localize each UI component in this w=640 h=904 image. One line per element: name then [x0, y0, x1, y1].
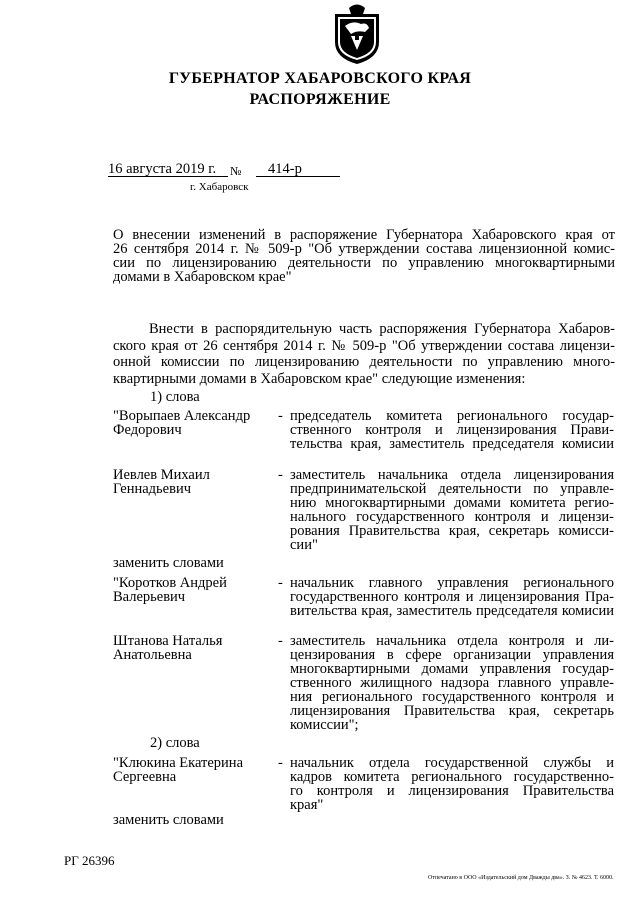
description-line: ственного жилищного надзора главного управле- [290, 675, 614, 691]
subject-line: О внесении изменений в распоряжение Губернатора Хабаровского края от [113, 227, 615, 243]
entry-name [113, 576, 278, 604]
intro-line: Внести в распорядительную часть распоряжения Губернатора Хабаров- [149, 321, 615, 337]
coat-of-arms-icon [331, 2, 383, 66]
description-line: начальник отдела государственной службы и [290, 755, 614, 771]
description-line: начальник главного управления регионального [290, 575, 614, 591]
entry-name [113, 634, 278, 662]
document-subject [113, 228, 615, 284]
description-line: нального государственного контроля и лицензи- [290, 509, 614, 525]
intro-line: онной комиссии по лицензированию деятельности по управлению много- [113, 354, 615, 370]
description-line: ственного контроля и лицензирования Прави- [290, 422, 614, 438]
entry-dash: - [278, 755, 283, 771]
name-line: Штанова Наталья [113, 633, 223, 649]
description-line: го контроля и лицензирования Правительства [290, 783, 614, 799]
document-type-title: РАСПОРЯЖЕНИЕ [249, 91, 391, 108]
number-sign: № [230, 164, 242, 178]
name-line: "Клюкина Екатерина [113, 755, 244, 771]
intro-line: квартирными домами в Хабаровском крае" следующие изменения: [113, 370, 526, 387]
description-line: края" [290, 797, 324, 813]
number-field [256, 162, 340, 177]
print-note: Отпечатано в ООО «Издательский дом Дважды два». З. № 4623. Т. 6000. [428, 875, 614, 881]
description-line: председатель комитета регионального государ- [290, 408, 614, 424]
entry-description [290, 409, 614, 451]
date-value: 16 августа 2019 г. [108, 161, 217, 177]
date-field [108, 162, 228, 177]
description-line: кадров комитета регионального государственно- [290, 769, 614, 785]
description-line: многоквартирными домами управления государ- [290, 661, 614, 677]
description-line: нию многоквартирными домами комитета регио- [290, 495, 614, 511]
name-line: Иевлев Михаил [113, 467, 210, 483]
description-line: вительства края, заместитель председателя комисии [290, 603, 614, 619]
subject-line: домами в Хабаровском крае" [113, 269, 292, 285]
entry-description [290, 468, 614, 552]
replace-label: заменить словами [113, 555, 224, 571]
item-1-label: 1) слова [150, 389, 200, 405]
entry-name [113, 468, 278, 496]
intro-line: ского края от 26 сентября 2014 г. № 509-р "Об утверждении состава лицензи- [113, 337, 615, 354]
name-line: "Коротков Андрей [113, 575, 227, 591]
entry-dash: - [278, 633, 283, 649]
description-line: государственного контроля и лицензирования Пра- [290, 589, 614, 605]
entry-name [113, 409, 278, 437]
entry-name [113, 756, 278, 784]
name-line: Валерьевич [113, 589, 186, 605]
description-line: цензирования в сфере организации управления [290, 647, 614, 663]
replace-label-2: заменить словами [113, 812, 224, 828]
entry-dash: - [278, 575, 283, 591]
description-line: заместитель начальника отдела контроля и ли- [290, 633, 614, 649]
description-line: рования Правительства края, секретарь комисси- [290, 523, 614, 539]
entry-description [290, 634, 614, 732]
series-number: РГ 26396 [64, 853, 115, 868]
description-line: тельства края, заместитель председателя комисии [290, 436, 614, 452]
entry-description [290, 576, 614, 618]
description-line: заместитель начальника отдела лицензирования [290, 467, 614, 483]
description-line: сии" [290, 537, 318, 553]
place-label: г. Хабаровск [190, 181, 249, 193]
name-line: Федорович [113, 422, 182, 438]
description-line: предпринимательской деятельности по управле- [290, 481, 614, 497]
body-intro [113, 321, 615, 387]
name-line: "Ворыпаев Александр [113, 408, 251, 424]
entry-dash: - [278, 467, 283, 483]
subject-line: 26 сентября 2014 г. № 509-р "Об утверждении состава лицензионной комис- [113, 241, 615, 257]
item-2-label: 2) слова [150, 735, 200, 751]
name-line: Геннадьевич [113, 481, 191, 497]
subject-line: сии по лицензированию деятельности по управлению многоквартирными [113, 255, 615, 271]
entry-dash: - [278, 408, 283, 424]
description-line: ния регионального государственного контроля и [290, 689, 614, 705]
number-value: 414-р [268, 161, 302, 177]
entry-description [290, 756, 614, 812]
description-line: лицензирования Правительства края, секретарь [290, 703, 614, 719]
governor-title: ГУБЕРНАТОР ХАБАРОВСКОГО КРАЯ [168, 70, 472, 87]
description-line: комиссии"; [290, 717, 359, 733]
name-line: Сергеевна [113, 769, 177, 785]
name-line: Анатольевна [113, 647, 192, 663]
